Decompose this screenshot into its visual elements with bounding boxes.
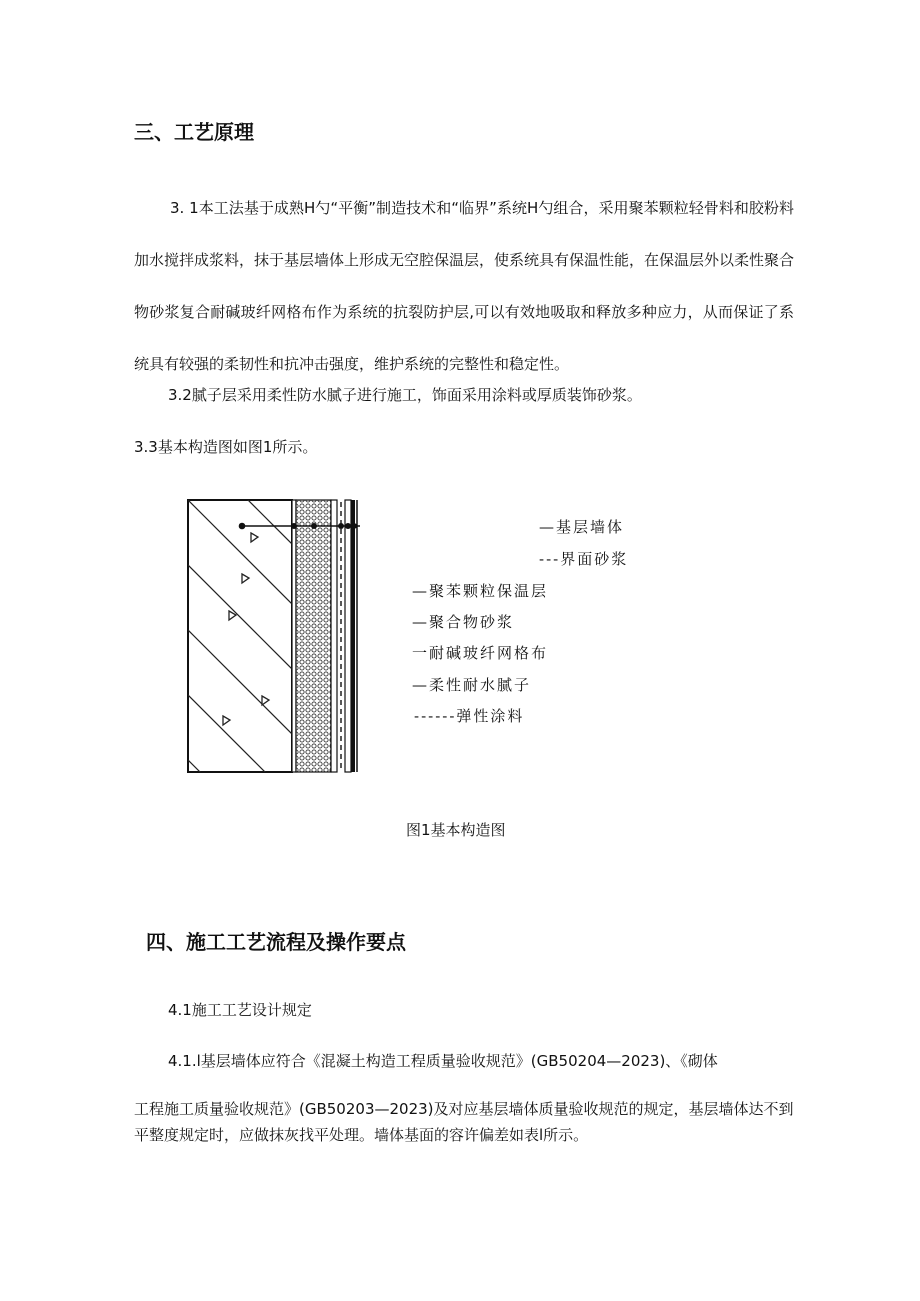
label-interface-mortar: ---界面砂浆 bbox=[539, 550, 629, 568]
interface-mortar-layer bbox=[292, 500, 296, 772]
construction-diagram bbox=[185, 497, 370, 777]
putty-layer bbox=[345, 500, 351, 772]
label-base-wall: —基层墙体 bbox=[539, 518, 625, 536]
paragraph-3-3: 3.3基本构造图如图1所示。 bbox=[134, 438, 318, 456]
label-waterproof-putty: —柔性耐水腻子 bbox=[412, 676, 532, 694]
paragraph-3-1: 3. 1本工法基于成熟H勺“平衡”制造技术和“临界”系统H勺组合，采用聚苯颗粒轻骨料和胶粉料加水搅拌成浆料，抹于基层墙体上形成无空腔保温层，使系统具有保温性能，在保温层外以柔性聚合物砂浆复合耐碱玻纤网格布作为系统的抗裂防护层,可以有效地吸取和释放多种应力，从而保证了系统具有较强的柔韧性和抗冲击强度，维护系统的完整性和稳定性。 bbox=[134, 199, 795, 373]
label-elastic-coating: ------弹性涂料 bbox=[414, 707, 525, 725]
base-wall bbox=[185, 497, 370, 777]
paragraph-4-1-1-line1: 4.1.l基层墙体应符合《混凝土构造工程质量验收规范》(GB50204—2023)、《砌体 bbox=[168, 1052, 718, 1070]
label-polymer-mortar: —聚合物砂浆 bbox=[412, 613, 515, 631]
label-fiberglass-mesh: 一耐碱玻纤网格布 bbox=[412, 644, 549, 662]
section-4-heading: 四、施工工艺流程及操作要点 bbox=[146, 930, 406, 954]
section-3-heading: 三、工艺原理 bbox=[134, 120, 254, 144]
coating-layer bbox=[351, 500, 355, 772]
figure-caption: 图1基本构造图 bbox=[406, 821, 506, 839]
paragraph-3-2: 3.2腻子层采用柔性防水腻子进行施工，饰面采用涂料或厚质装饰砂浆。 bbox=[168, 386, 642, 404]
polymer-mortar-layer bbox=[331, 500, 337, 772]
label-insulation-layer: —聚苯颗粒保温层 bbox=[412, 582, 549, 600]
paragraph-4-1: 4.1施工工艺设计规定 bbox=[168, 1001, 312, 1019]
paragraph-4-1-1-continued: 工程施工质量验收规范》(GB50203—2023)及对应基层墙体质量验收规范的规定，基层墙体达不到平整度规定时，应做抹灰找平处理。墙体基面的容许偏差如表l所示。 bbox=[134, 1100, 794, 1144]
insulation-layer bbox=[296, 500, 331, 772]
